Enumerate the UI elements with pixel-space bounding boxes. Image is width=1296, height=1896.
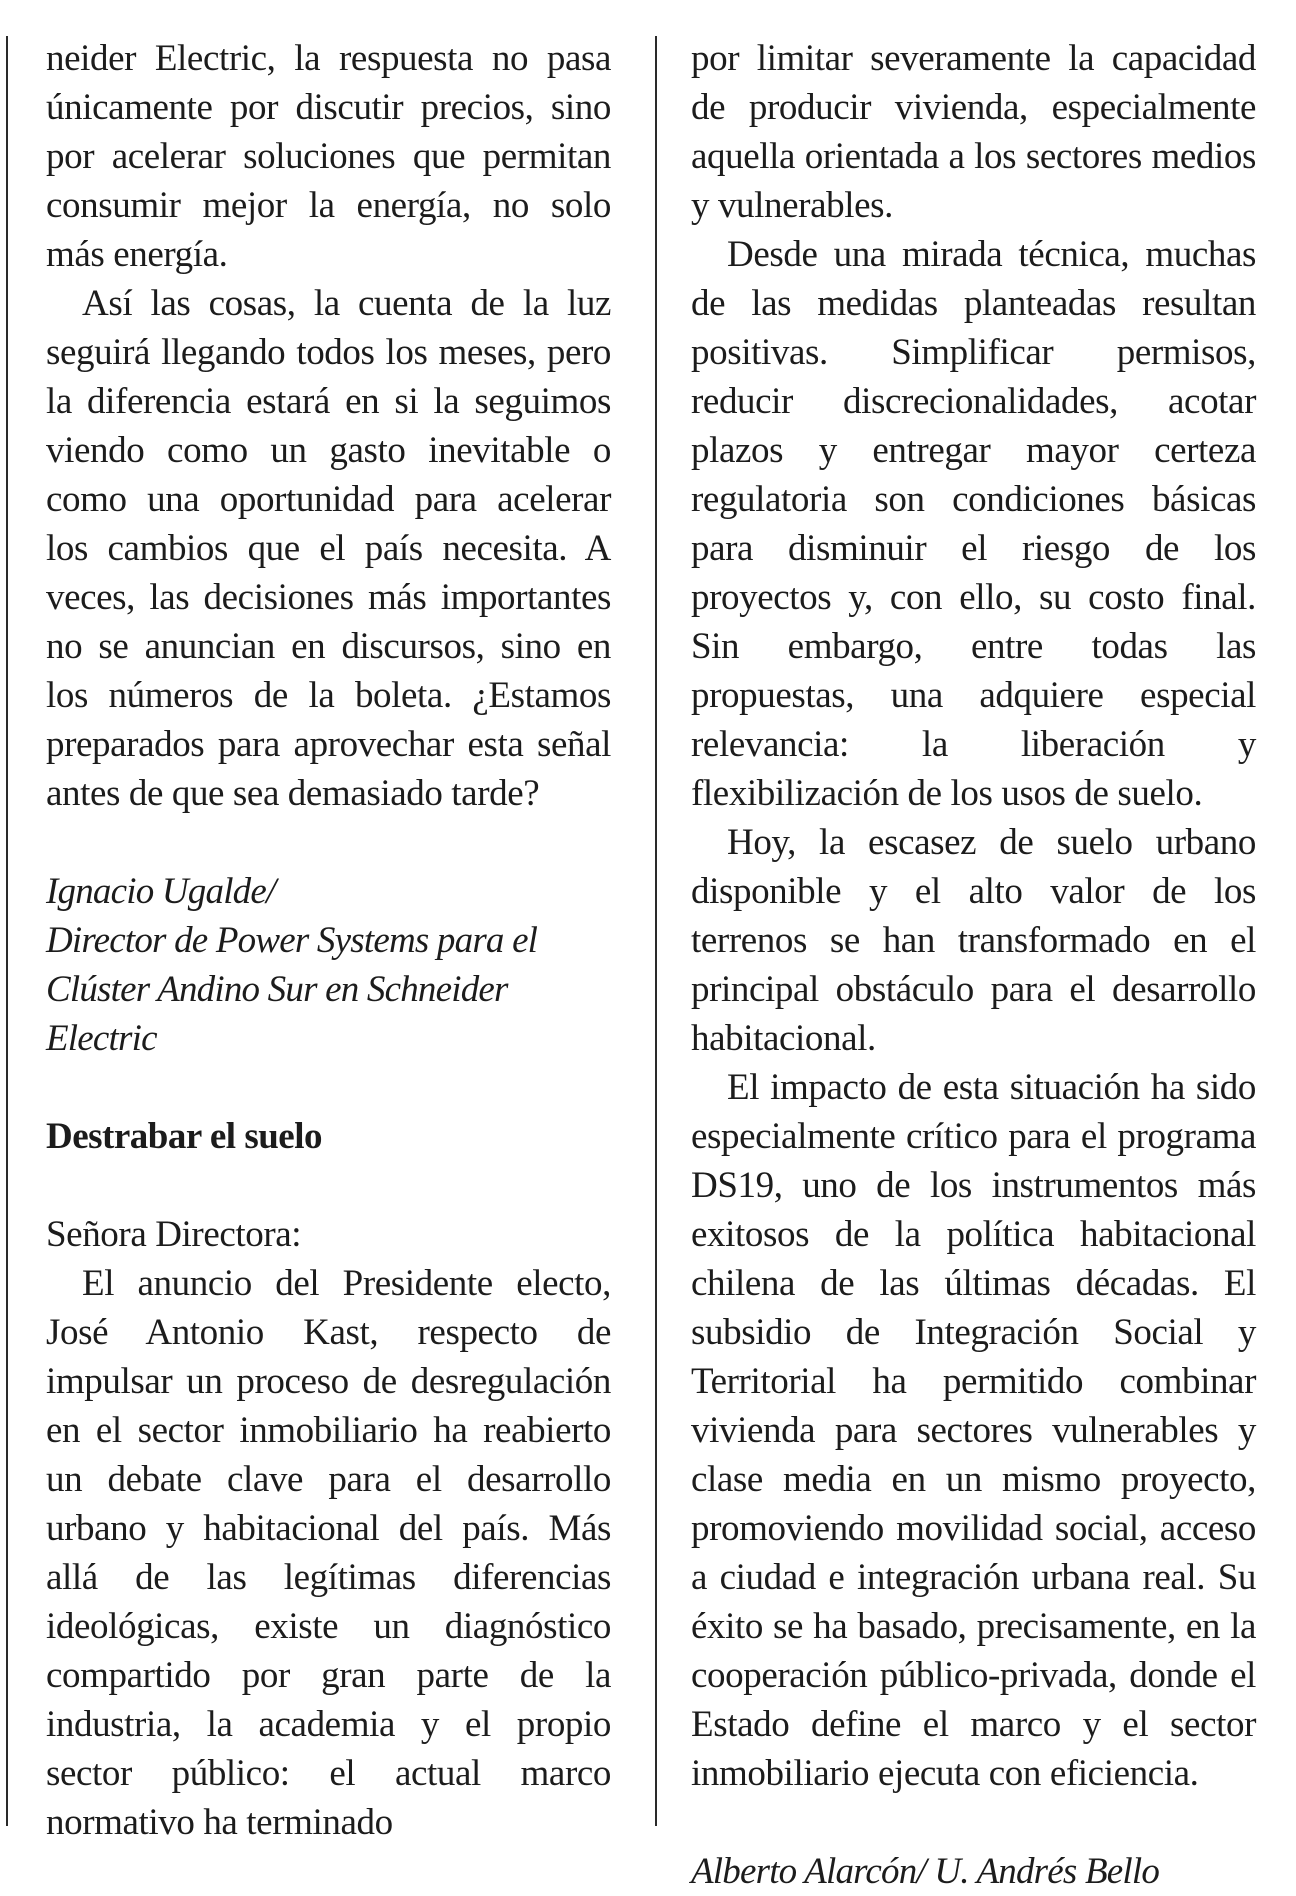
letter-paragraph: neider Electric, la respuesta no pasa únicamente por discutir precios, sino por acelerar soluciones que permitan consumir mejor la energía, no solo más energía. bbox=[46, 38, 611, 275]
signature-title-line: Director de Power Systems para el bbox=[46, 920, 538, 961]
spacer bbox=[46, 818, 611, 867]
spacer bbox=[46, 1063, 611, 1112]
signature-title-line: Electric bbox=[46, 1018, 157, 1059]
letter-paragraph: El impacto de esta situación ha sido especialmente crítico para el programa DS19, uno de los instrumentos más exitosos de la política habitacional chilena de las últimas décadas. El subsidio de Integración Social y Territorial ha permitido combinar vivienda para sectores vulnerables y clase media en un mismo proyecto, promoviendo movilidad social, acceso a ciudad e integración urbana real. Su éxito se ha basado, precisamente, en la cooperación público-privada, donde el Estado define el marco y el sector inmobiliario ejecuta con eficiencia. bbox=[691, 1067, 1256, 1794]
letter-signature: Alberto Alarcón/ U. Andrés Bello bbox=[691, 1851, 1160, 1892]
left-column-rule bbox=[6, 36, 8, 1826]
left-column bbox=[46, 34, 611, 1847]
letter-heading: Destrabar el suelo bbox=[46, 1116, 322, 1157]
letter-paragraph: Así las cosas, la cuenta de la luz seguirá llegando todos los meses, pero la diferencia estará en si la seguimos viendo como un gasto inevitable o como una oportunidad para acelerar los cambios que el país necesita. A veces, las decisiones más importantes no se anuncian en discursos, sino en los números de la boleta. ¿Estamos preparados para aprovechar esta señal antes de que sea demasiado tarde? bbox=[46, 283, 611, 814]
letter-paragraph: Desde una mirada técnica, muchas de las medidas planteadas resultan positivas. Simplificar permisos, reducir discrecionalidades, acotar plazos y entregar mayor certeza regulatoria son condiciones básicas para disminuir el riesgo de los proyectos y, con ello, su costo final. Sin embargo, entre todas las propuestas, una adquiere especial relevancia: la liberación y flexibilización de los usos de suelo. bbox=[691, 234, 1256, 814]
letter-paragraph: por limitar severamente la capacidad de producir vivienda, especialmente aquella orientada a los sectores medios y vulnerables. bbox=[691, 38, 1256, 226]
letter-paragraph: El anuncio del Presidente electo, José Antonio Kast, respecto de impulsar un proceso de desregulación en el sector inmobiliario ha reabierto un debate clave para el desarrollo urbano y habitacional del país. Más allá de las legítimas diferencias ideológicas, existe un diagnóstico compartido por gran parte de la industria, la academia y el propio sector público: el actual marco normativo ha terminado bbox=[46, 1263, 611, 1843]
letter-paragraph: Hoy, la escasez de suelo urbano disponible y el alto valor de los terrenos se han transformado en el principal obstáculo para el desarrollo habitacional. bbox=[691, 822, 1256, 1059]
right-column bbox=[691, 34, 1256, 1896]
letter-signature bbox=[46, 867, 611, 1063]
spacer bbox=[46, 1161, 611, 1210]
signature-title-line: Clúster Andino Sur en Schneider bbox=[46, 969, 508, 1010]
signature-author: Ignacio Ugalde/ bbox=[46, 871, 276, 912]
letter-salutation: Señora Directora: bbox=[46, 1214, 302, 1255]
column-divider-rule bbox=[655, 36, 657, 1826]
